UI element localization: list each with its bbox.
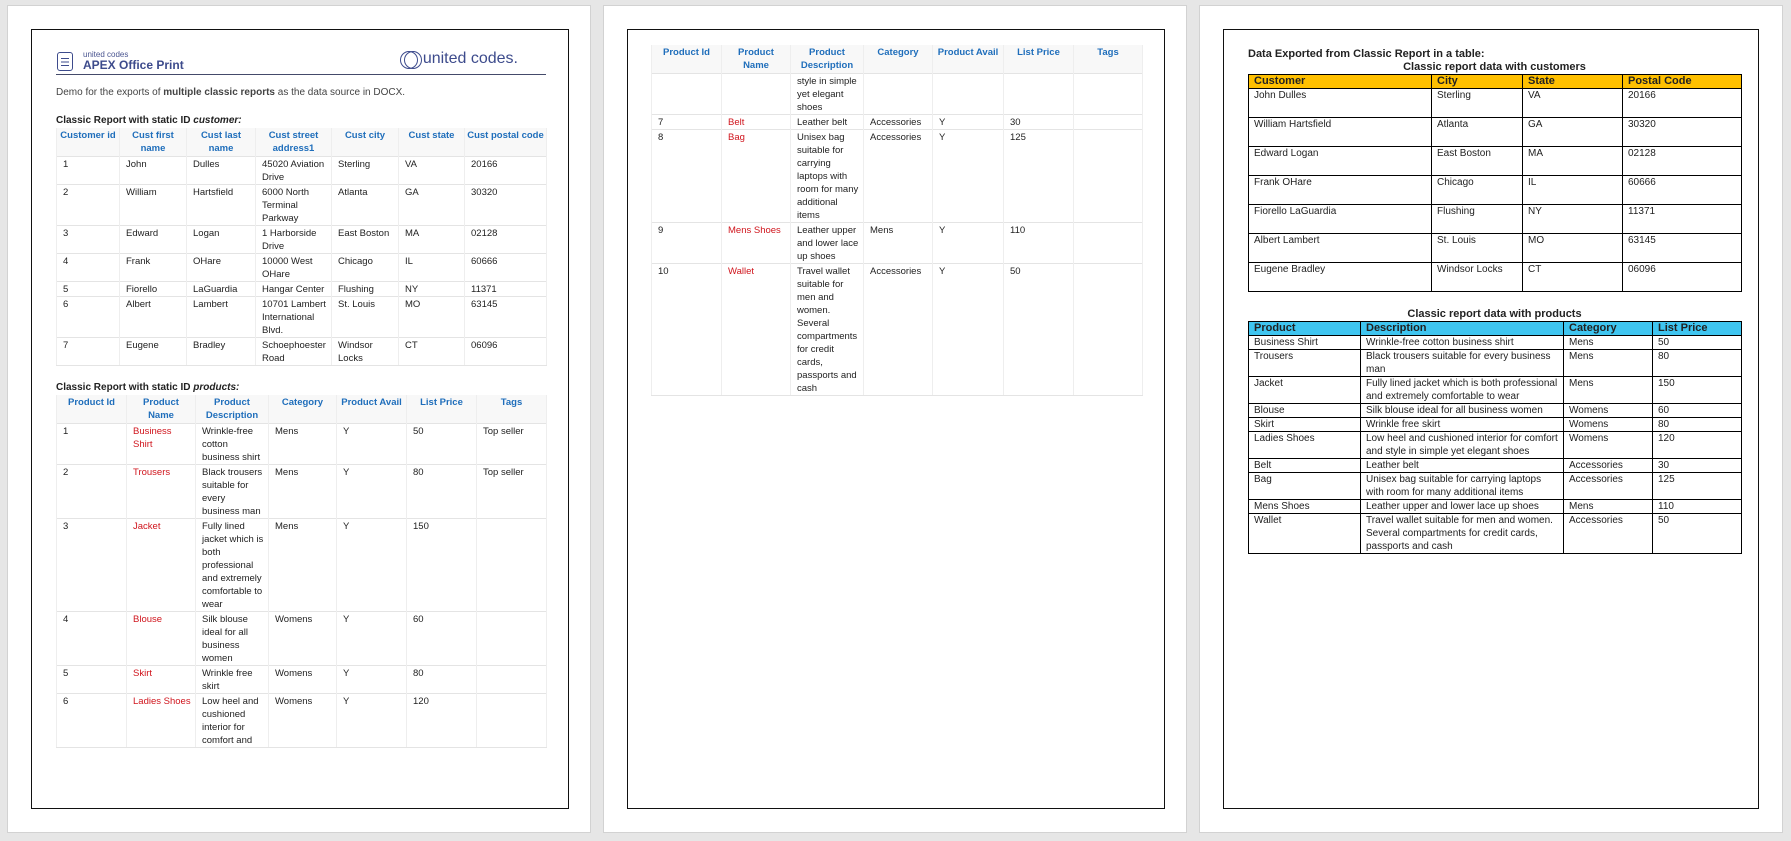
column-header: Tags — [477, 395, 547, 424]
table-cell: Fiorello — [120, 282, 187, 297]
table-cell — [722, 74, 791, 115]
table-cell: CT — [1523, 263, 1623, 292]
table-cell: Blouse — [1249, 404, 1361, 418]
table-cell — [1074, 264, 1143, 396]
table-cell: Y — [933, 223, 1004, 264]
table-cell: Mens — [1564, 500, 1653, 514]
table-cell: 60666 — [465, 254, 547, 282]
table-cell: 60666 — [1623, 176, 1742, 205]
table-cell: 80 — [1653, 418, 1742, 432]
table-cell: 3 — [57, 226, 120, 254]
table-cell: 20166 — [1623, 89, 1742, 118]
table-cell: VA — [399, 157, 465, 185]
table-row — [57, 612, 547, 666]
table-cell: 110 — [1004, 223, 1074, 264]
table-cell: MO — [1523, 234, 1623, 263]
table-cell: Chicago — [1432, 176, 1523, 205]
column-header: List Price — [407, 395, 477, 424]
brand-small-text: united codes — [83, 50, 129, 59]
table-row — [1249, 176, 1742, 205]
table-cell: Windsor Locks — [1432, 263, 1523, 292]
table-cell: 02128 — [1623, 147, 1742, 176]
table-cell: Y — [337, 465, 407, 519]
column-header: Product Name — [722, 45, 791, 74]
table-cell: Mens — [269, 424, 337, 465]
table-cell: Trousers — [127, 465, 196, 519]
table-cell: 125 — [1004, 130, 1074, 223]
table-cell: 4 — [57, 612, 127, 666]
table-cell: Bag — [1249, 473, 1361, 500]
table-cell: NY — [1523, 205, 1623, 234]
column-header: Category — [1564, 322, 1653, 336]
table-cell: Sterling — [332, 157, 399, 185]
products-caption: Classic report data with products — [1407, 308, 1582, 320]
table-cell: Wallet — [722, 264, 791, 396]
table-cell: 7 — [57, 338, 120, 366]
table-header-row — [1249, 75, 1742, 89]
table-cell: Y — [933, 264, 1004, 396]
table-cell: Travel wallet suitable for men and women. Several compartments for credit cards, passports and cash — [1361, 514, 1564, 554]
table-cell: 50 — [1653, 336, 1742, 350]
table-header-row — [57, 395, 547, 424]
table-cell: 125 — [1653, 473, 1742, 500]
table-cell: 02128 — [465, 226, 547, 254]
table-cell: Womens — [269, 612, 337, 666]
table-cell: Y — [933, 115, 1004, 130]
table-cell: 6 — [57, 694, 127, 748]
intro-after: as the data source in DOCX. — [275, 87, 406, 98]
table-cell: Hangar Center — [256, 282, 332, 297]
table-cell: Leather upper and lower lace up shoes — [1361, 500, 1564, 514]
table-cell: 10000 West OHare — [256, 254, 332, 282]
table-cell: John — [120, 157, 187, 185]
table-cell: Jacket — [127, 519, 196, 612]
table-cell: 2 — [57, 465, 127, 519]
table-cell: 6 — [57, 297, 120, 338]
table-cell: Accessories — [1564, 473, 1653, 500]
table-cell: 30320 — [465, 185, 547, 226]
table-cell: Edward Logan — [1249, 147, 1432, 176]
section-label: Classic Report with static ID — [56, 115, 194, 126]
table-cell: William — [120, 185, 187, 226]
table-cell: Silk blouse ideal for all business women — [196, 612, 269, 666]
table-cell: Accessories — [864, 115, 933, 130]
table-cell: LaGuardia — [187, 282, 256, 297]
table-cell: Unisex bag suitable for carrying laptops with room for many additional items — [1361, 473, 1564, 500]
table-row — [652, 115, 1143, 130]
table-cell: 06096 — [465, 338, 547, 366]
table-cell: MA — [399, 226, 465, 254]
table-cell: Accessories — [1564, 459, 1653, 473]
table-cell: OHare — [187, 254, 256, 282]
table-row — [1249, 205, 1742, 234]
customers-export-table — [1248, 74, 1742, 292]
table-cell: Skirt — [1249, 418, 1361, 432]
table-cell — [477, 612, 547, 666]
table-cell — [864, 74, 933, 115]
table-row — [652, 223, 1143, 264]
customers-caption: Classic report data with customers — [1403, 61, 1586, 73]
table-cell: 120 — [1653, 432, 1742, 459]
table-cell: John Dulles — [1249, 89, 1432, 118]
column-header: Cust postal code — [465, 128, 547, 157]
table-row — [57, 282, 547, 297]
table-cell: 50 — [1004, 264, 1074, 396]
table-row — [652, 74, 1143, 115]
table-cell: Bradley — [187, 338, 256, 366]
table-cell: Y — [337, 694, 407, 748]
brand-main-text: APEX Office Print — [83, 58, 184, 72]
table-cell: Top seller — [477, 465, 547, 519]
section-static-id: customer: — [193, 115, 242, 126]
customers-report-table — [56, 128, 547, 366]
table-cell: Y — [337, 612, 407, 666]
table-row — [1249, 89, 1742, 118]
table-cell: IL — [1523, 176, 1623, 205]
table-cell: CT — [399, 338, 465, 366]
table-row — [1249, 432, 1742, 459]
table-cell: MA — [1523, 147, 1623, 176]
page-1-content — [56, 47, 546, 748]
table-cell — [933, 74, 1004, 115]
table-cell: Eugene — [120, 338, 187, 366]
table-cell: Business Shirt — [1249, 336, 1361, 350]
table-cell — [477, 694, 547, 748]
column-header: Customer — [1249, 75, 1432, 89]
table-cell: Business Shirt — [127, 424, 196, 465]
column-header: Category — [864, 45, 933, 74]
table-cell: Atlanta — [332, 185, 399, 226]
table-cell: Silk blouse ideal for all business women — [1361, 404, 1564, 418]
table-row — [1249, 500, 1742, 514]
table-cell: 11371 — [465, 282, 547, 297]
table-cell: Ladies Shoes — [1249, 432, 1361, 459]
table-cell: East Boston — [1432, 147, 1523, 176]
column-header: Description — [1361, 322, 1564, 336]
products-export-table — [1248, 321, 1742, 554]
table-cell: IL — [399, 254, 465, 282]
document-icon — [57, 52, 73, 71]
table-cell: St. Louis — [332, 297, 399, 338]
column-header: Cust city — [332, 128, 399, 157]
table-cell: 80 — [407, 666, 477, 694]
table-cell: 06096 — [1623, 263, 1742, 292]
table-cell: 150 — [407, 519, 477, 612]
section-static-id: products: — [193, 382, 240, 393]
table-row — [1249, 147, 1742, 176]
table-cell: Bag — [722, 130, 791, 223]
products-report-table-continued — [651, 45, 1143, 396]
table-row — [57, 465, 547, 519]
table-cell: Ladies Shoes — [127, 694, 196, 748]
table-cell: Mens — [269, 465, 337, 519]
table-cell: Belt — [1249, 459, 1361, 473]
table-header-row — [652, 45, 1143, 74]
table-cell: Mens — [864, 223, 933, 264]
table-cell: Chicago — [332, 254, 399, 282]
table-cell: 3 — [57, 519, 127, 612]
table-row — [1249, 234, 1742, 263]
table-cell: 8 — [652, 130, 722, 223]
column-header: Cust first name — [120, 128, 187, 157]
table-cell: Flushing — [1432, 205, 1523, 234]
table-cell: Belt — [722, 115, 791, 130]
table-cell: Logan — [187, 226, 256, 254]
table-cell: William Hartsfield — [1249, 118, 1432, 147]
table-cell — [477, 519, 547, 612]
table-cell — [1074, 74, 1143, 115]
table-cell: Womens — [269, 694, 337, 748]
united-codes-logo — [400, 50, 518, 68]
table-cell: Y — [933, 130, 1004, 223]
table-cell: Y — [337, 666, 407, 694]
table-cell: 1 — [57, 157, 120, 185]
table-cell: Frank — [120, 254, 187, 282]
table-cell: 5 — [57, 282, 120, 297]
table-cell: Womens — [1564, 418, 1653, 432]
table-row — [652, 130, 1143, 223]
table-cell: GA — [399, 185, 465, 226]
table-row — [57, 254, 547, 282]
document-header — [56, 47, 546, 75]
table-cell: Albert Lambert — [1249, 234, 1432, 263]
table-cell: Fully lined jacket which is both professional and extremely comfortable to wear — [196, 519, 269, 612]
page-3-content — [1248, 48, 1741, 554]
table-cell: 5 — [57, 666, 127, 694]
table-cell: 2 — [57, 185, 120, 226]
table-cell: Womens — [1564, 404, 1653, 418]
table-cell: 30320 — [1623, 118, 1742, 147]
column-header: Cust state — [399, 128, 465, 157]
column-header: Cust street address1 — [256, 128, 332, 157]
table-cell: 50 — [407, 424, 477, 465]
table-cell: 45020 Aviation Drive — [256, 157, 332, 185]
table-cell: Mens — [1564, 377, 1653, 404]
table-cell: Schoephoester Road — [256, 338, 332, 366]
table-header-row — [57, 128, 547, 157]
table-row — [57, 694, 547, 748]
table-cell: 10 — [652, 264, 722, 396]
table-cell: 63145 — [1623, 234, 1742, 263]
table-row — [1249, 263, 1742, 292]
intro-bold: multiple classic reports — [163, 87, 275, 98]
table-cell: 30 — [1004, 115, 1074, 130]
table-cell: Leather belt — [791, 115, 864, 130]
table-cell: 80 — [407, 465, 477, 519]
table-row — [1249, 377, 1742, 404]
table-cell — [1074, 115, 1143, 130]
table-cell: Womens — [269, 666, 337, 694]
document-page-3 — [1199, 5, 1783, 833]
column-header: Product Description — [791, 45, 864, 74]
column-header: Product Avail — [337, 395, 407, 424]
table-cell: Hartsfield — [187, 185, 256, 226]
section-label: Classic Report with static ID — [56, 382, 194, 393]
table-cell: Wrinkle free skirt — [1361, 418, 1564, 432]
table-row — [57, 519, 547, 612]
table-cell: 60 — [1653, 404, 1742, 418]
column-header: Product Name — [127, 395, 196, 424]
column-header: Customer id — [57, 128, 120, 157]
table-cell: Fully lined jacket which is both professional and extremely comfortable to wear — [1361, 377, 1564, 404]
table-cell: 11371 — [1623, 205, 1742, 234]
table-cell: 7 — [652, 115, 722, 130]
table-cell: East Boston — [332, 226, 399, 254]
table-cell: Top seller — [477, 424, 547, 465]
table-row — [1249, 418, 1742, 432]
column-header: State — [1523, 75, 1623, 89]
table-cell: Flushing — [332, 282, 399, 297]
export-title: Data Exported from Classic Report in a table: — [1248, 48, 1485, 60]
table-cell: Y — [337, 424, 407, 465]
table-cell: Black trousers suitable for every business man — [1361, 350, 1564, 377]
table-row — [57, 185, 547, 226]
table-cell: Fiorello LaGuardia — [1249, 205, 1432, 234]
table-row — [1249, 459, 1742, 473]
table-cell: Mens — [1564, 336, 1653, 350]
document-page-1 — [7, 5, 591, 833]
aop-logo — [57, 50, 184, 72]
table-cell: Low heel and cushioned interior for comfort and style in simple yet elegant shoes — [1361, 432, 1564, 459]
table-cell: Trousers — [1249, 350, 1361, 377]
column-header: Product Description — [196, 395, 269, 424]
column-header: Category — [269, 395, 337, 424]
table-cell: Wrinkle-free cotton business shirt — [196, 424, 269, 465]
table-cell: Eugene Bradley — [1249, 263, 1432, 292]
table-row — [57, 424, 547, 465]
table-cell: Womens — [1564, 432, 1653, 459]
rings-icon — [400, 51, 420, 68]
table-cell: Wrinkle-free cotton business shirt — [1361, 336, 1564, 350]
table-cell: 60 — [407, 612, 477, 666]
table-cell: Jacket — [1249, 377, 1361, 404]
table-cell — [477, 666, 547, 694]
table-cell: MO — [399, 297, 465, 338]
table-cell: Accessories — [864, 264, 933, 396]
table-cell: 50 — [1653, 514, 1742, 554]
table-cell: Albert — [120, 297, 187, 338]
customers-section-title — [56, 114, 546, 128]
table-cell: Travel wallet suitable for men and women. Several compartments for credit cards, passports and cash — [791, 264, 864, 396]
table-cell: GA — [1523, 118, 1623, 147]
table-cell: 110 — [1653, 500, 1742, 514]
table-row — [57, 297, 547, 338]
table-cell: 20166 — [465, 157, 547, 185]
table-cell — [652, 74, 722, 115]
products-section-title — [56, 381, 546, 395]
table-cell: 120 — [407, 694, 477, 748]
column-header: Tags — [1074, 45, 1143, 74]
table-cell: Leather belt — [1361, 459, 1564, 473]
table-cell: 1 Harborside Drive — [256, 226, 332, 254]
intro-before: Demo for the exports of — [56, 87, 164, 98]
table-cell: Wrinkle free skirt — [196, 666, 269, 694]
table-row — [652, 264, 1143, 396]
table-cell: 150 — [1653, 377, 1742, 404]
table-cell: Leather upper and lower lace up shoes — [791, 223, 864, 264]
table-cell: VA — [1523, 89, 1623, 118]
table-row — [1249, 350, 1742, 377]
table-cell: St. Louis — [1432, 234, 1523, 263]
table-cell: Wallet — [1249, 514, 1361, 554]
table-cell: Mens — [1564, 350, 1653, 377]
column-header: Cust last name — [187, 128, 256, 157]
table-cell: style in simple yet elegant shoes — [791, 74, 864, 115]
table-cell: NY — [399, 282, 465, 297]
table-row — [1249, 118, 1742, 147]
table-cell: 30 — [1653, 459, 1742, 473]
table-cell: 10701 Lambert International Blvd. — [256, 297, 332, 338]
table-header-row — [1249, 322, 1742, 336]
table-cell: Sterling — [1432, 89, 1523, 118]
table-cell: Accessories — [864, 130, 933, 223]
table-cell: Mens — [269, 519, 337, 612]
table-cell: Blouse — [127, 612, 196, 666]
table-row — [1249, 336, 1742, 350]
products-report-table — [56, 395, 547, 748]
table-cell: 4 — [57, 254, 120, 282]
intro-text — [56, 86, 546, 100]
table-cell: 63145 — [465, 297, 547, 338]
table-cell: Skirt — [127, 666, 196, 694]
table-cell — [1074, 130, 1143, 223]
table-cell: Black trousers suitable for every business man — [196, 465, 269, 519]
column-header: Product Id — [57, 395, 127, 424]
table-cell — [1074, 223, 1143, 264]
document-page-2 — [603, 5, 1187, 833]
table-cell: Mens Shoes — [722, 223, 791, 264]
united-codes-wordmark: united codes. — [422, 50, 518, 67]
table-row — [57, 666, 547, 694]
table-cell: Low heel and cushioned interior for comfort and — [196, 694, 269, 748]
table-cell: Atlanta — [1432, 118, 1523, 147]
table-row — [1249, 473, 1742, 500]
table-cell: Accessories — [1564, 514, 1653, 554]
table-cell: 1 — [57, 424, 127, 465]
table-cell: Windsor Locks — [332, 338, 399, 366]
table-cell: 6000 North Terminal Parkway — [256, 185, 332, 226]
table-cell: Y — [337, 519, 407, 612]
table-cell: Dulles — [187, 157, 256, 185]
table-row — [1249, 404, 1742, 418]
table-row — [57, 226, 547, 254]
column-header: Product Avail — [933, 45, 1004, 74]
table-cell: Mens Shoes — [1249, 500, 1361, 514]
page-2-content — [651, 45, 1142, 396]
table-cell: 9 — [652, 223, 722, 264]
table-row — [57, 157, 547, 185]
column-header: Product — [1249, 322, 1361, 336]
table-cell — [1004, 74, 1074, 115]
column-header: List Price — [1653, 322, 1742, 336]
column-header: Product Id — [652, 45, 722, 74]
table-cell: Lambert — [187, 297, 256, 338]
column-header: Postal Code — [1623, 75, 1742, 89]
column-header: City — [1432, 75, 1523, 89]
table-cell: Unisex bag suitable for carrying laptops with room for many additional items — [791, 130, 864, 223]
table-row — [57, 338, 547, 366]
column-header: List Price — [1004, 45, 1074, 74]
table-cell: Frank OHare — [1249, 176, 1432, 205]
table-cell: Edward — [120, 226, 187, 254]
table-row — [1249, 514, 1742, 554]
table-cell: 80 — [1653, 350, 1742, 377]
